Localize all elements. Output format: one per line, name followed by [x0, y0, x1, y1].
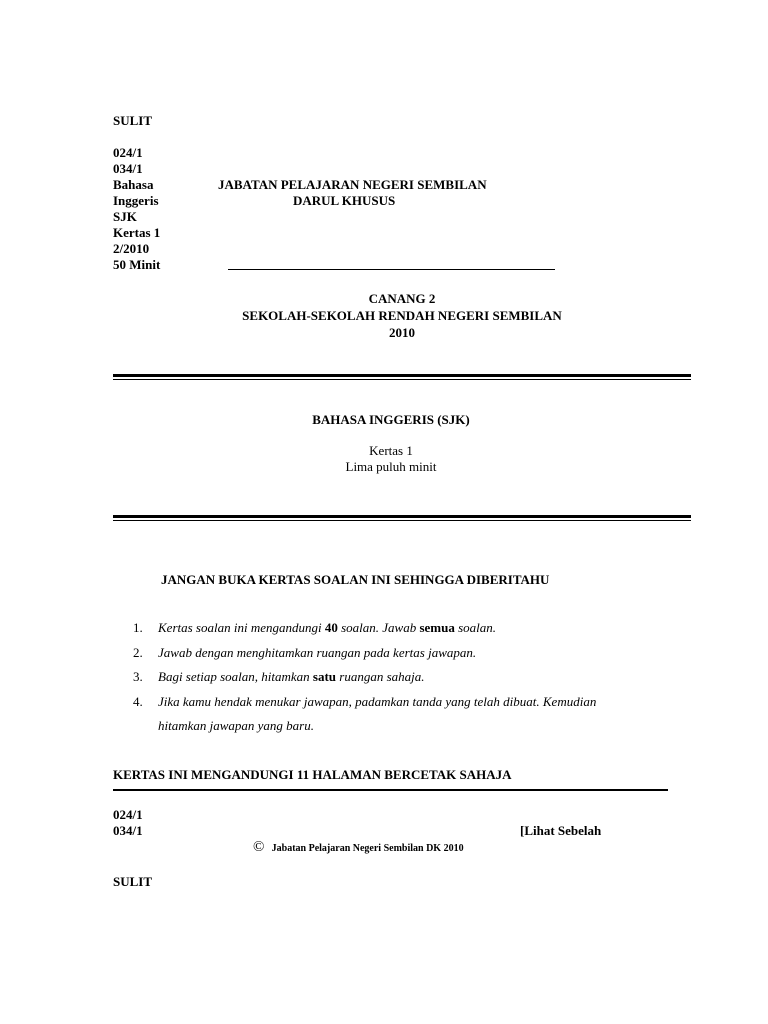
instruction-text: Jawab dengan menghitamkan ruangan pada kertas jawapan. [158, 644, 477, 660]
paper-code: 024/1 [113, 145, 143, 160]
do-not-open-warning: JANGAN BUKA KERTAS SOALAN INI SEHINGGA DIBERITAHU [161, 572, 550, 587]
exam-year: 2010 [389, 325, 415, 340]
emphasis-word: semua [419, 620, 455, 635]
instruction-continuation: hitamkan jawapan yang baru. [158, 718, 314, 733]
exam-duration: 50 Minit [113, 257, 161, 272]
instruction-text: Kertas soalan ini mengandungi [158, 620, 325, 635]
instruction-number: 1. [133, 620, 143, 635]
instructions-list [133, 616, 693, 739]
emphasis-word: satu [312, 669, 337, 684]
sulit-bottom-label: SULIT [113, 874, 153, 889]
footer-rule [113, 789, 668, 791]
footer-paper-code: 034/1 [113, 823, 143, 838]
department-name: JABATAN PELAJARAN NEGERI SEMBILAN [218, 177, 487, 192]
divider-double [113, 374, 691, 380]
department-subtitle: DARUL KHUSUS [293, 193, 396, 208]
instruction-text: Bagi setiap soalan, hitamkan [158, 669, 313, 684]
divider-double [113, 515, 691, 521]
subject-word: Inggeris [113, 193, 159, 208]
copyright-symbol: © [253, 839, 265, 855]
paper-codes-column [113, 145, 160, 273]
instruction-text: Jika kamu hendak menukar jawapan, padamkan tanda yang telah dibuat. Kemudian [158, 693, 597, 709]
copyright-text: Jabatan Pelajaran Negeri Sembilan DK 2010 [271, 843, 464, 854]
exam-date: 2/2010 [113, 241, 150, 256]
instruction-item [133, 665, 693, 690]
subject-word: Bahasa [113, 177, 154, 192]
instruction-item [133, 641, 693, 666]
footer-paper-code: 024/1 [113, 807, 143, 822]
page-count-note: KERTAS INI MENGANDUNGI 11 HALAMAN BERCETAK SAHAJA [113, 767, 512, 782]
duration-label: Lima puluh minit [345, 459, 437, 474]
instruction-text: ruangan sahaja. [336, 669, 425, 684]
sulit-top-label: SULIT [113, 113, 153, 128]
instruction-text: soalan. Jawab [337, 620, 420, 635]
exam-title: CANANG 2 [368, 291, 436, 306]
exam-organizer: SEKOLAH-SEKOLAH RENDAH NEGERI SEMBILAN [242, 308, 562, 323]
see-next-page-label: [Lihat Sebelah [520, 823, 602, 838]
department-underline [228, 269, 555, 270]
school-type: SJK [113, 209, 137, 224]
question-count: 40 [324, 620, 338, 635]
subject-title: BAHASA INGGERIS (SJK) [312, 412, 470, 427]
paper-code: 034/1 [113, 161, 143, 176]
instruction-number: 3. [133, 669, 143, 684]
instruction-item [133, 616, 693, 641]
instruction-item [133, 690, 693, 739]
copyright-line [253, 839, 464, 857]
instruction-number: 2. [133, 644, 143, 660]
paper-number: Kertas 1 [113, 225, 161, 240]
instruction-text: soalan. [454, 620, 497, 635]
instruction-number: 4. [133, 693, 143, 709]
paper-label: Kertas 1 [369, 443, 413, 458]
